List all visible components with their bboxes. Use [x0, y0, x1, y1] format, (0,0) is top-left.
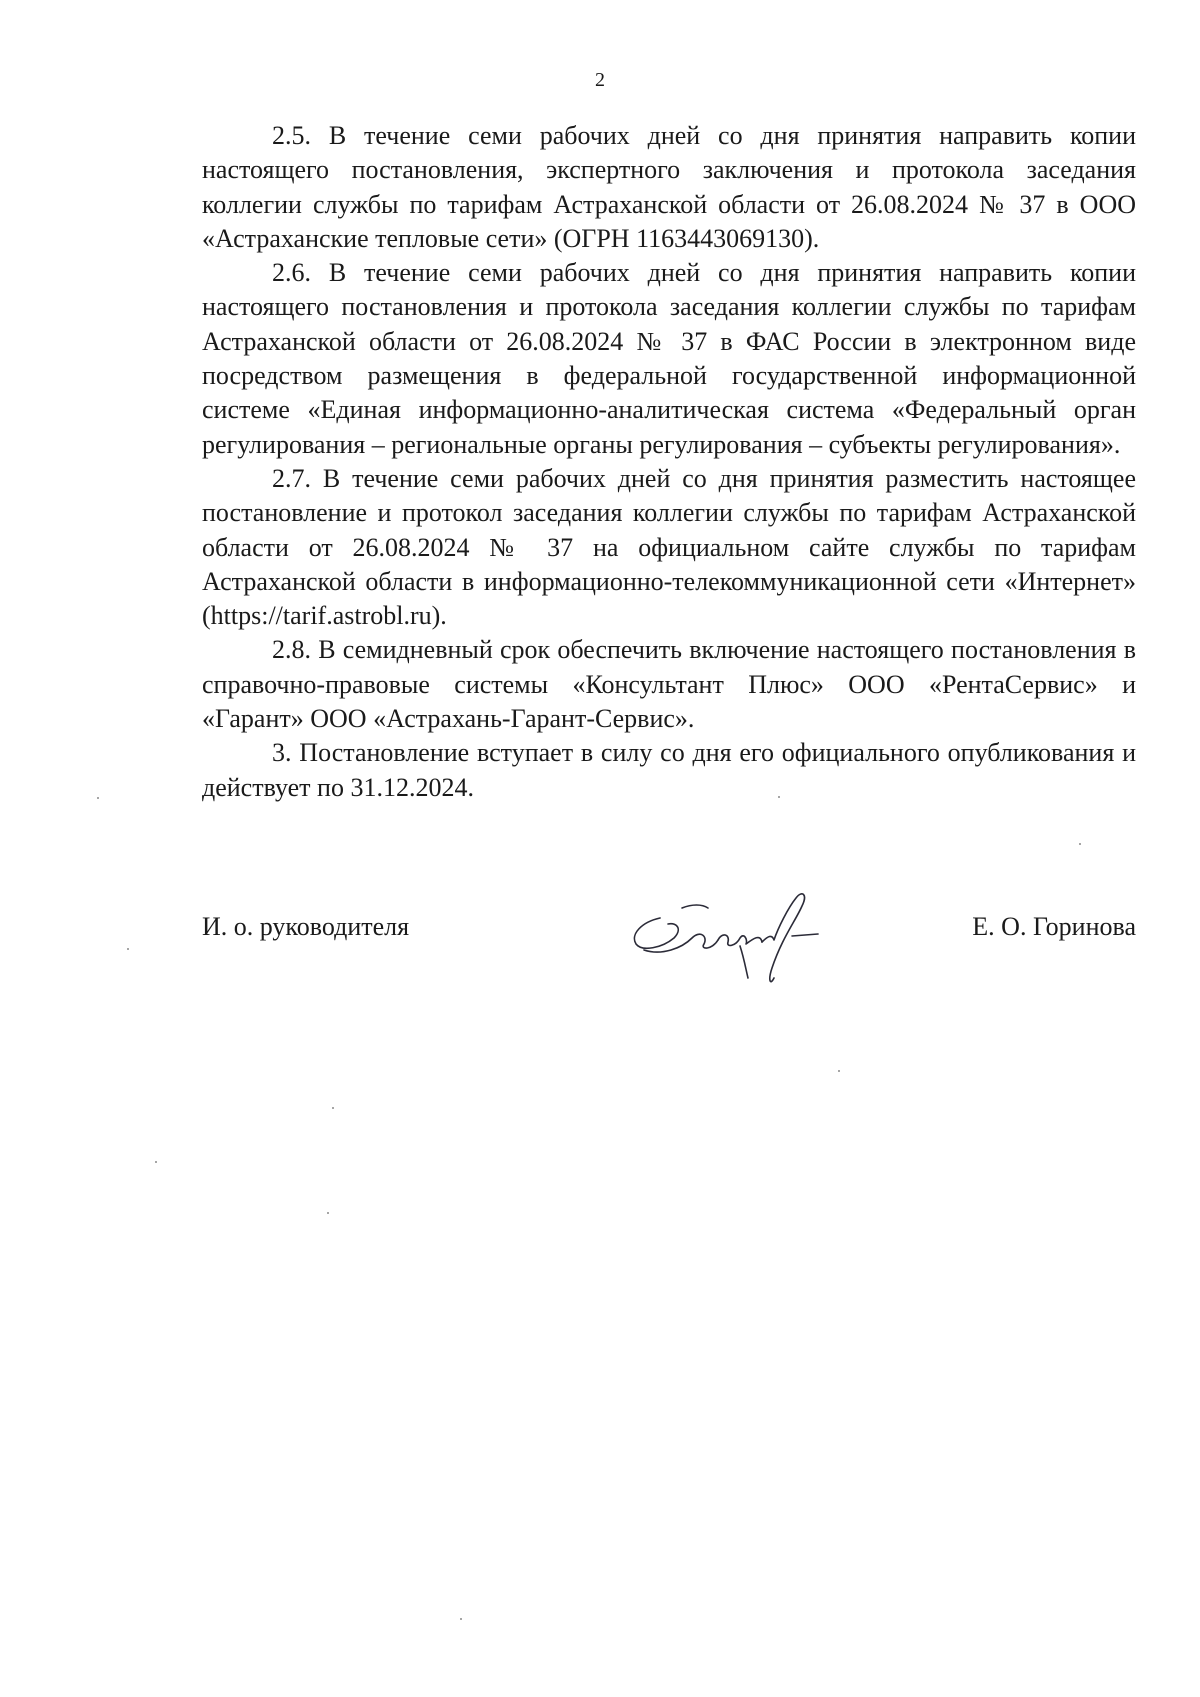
signature-block [202, 900, 1136, 1010]
scan-speck [332, 1107, 334, 1109]
scan-speck [1079, 843, 1081, 845]
scan-speck [155, 1161, 157, 1163]
scan-speck [460, 1618, 462, 1620]
paragraph-2-6: 2.6. В течение семи рабочих дней со дня принятия направить копии настоящего постановления и протокола заседания коллегии службы по тарифам Астраханской области от 26.08.2024 № 37 в ФАС России в электронном виде посредством размещения в федеральной государственной информационной системе «Единая информационно-аналитическая система «Федеральный орган регулирования – региональные органы регулирования – субъекты регулирования». [202, 258, 1136, 459]
signatory-name: Е. О. Горинова [972, 912, 1136, 941]
paragraph-3: 3. Постановление вступает в силу со дня его официального опубликования и действует по 31.12.2024. [202, 738, 1136, 802]
scan-speck [327, 1212, 329, 1214]
paragraph-2-8: 2.8. В семидневный срок обеспечить включение настоящего постановления в справочно-правовые системы «Консультант Плюс» ООО «РентаСервис» и «Гарант» ООО «Астрахань-Гарант-Сервис». [202, 635, 1136, 734]
scan-speck [778, 796, 780, 798]
document-body [202, 119, 1136, 805]
scan-speck [127, 948, 129, 950]
scan-speck [838, 1070, 840, 1072]
paragraph-2-5: 2.5. В течение семи рабочих дней со дня принятия направить копии настоящего постановления, экспертного заключения и протокола заседания коллегии службы по тарифам Астраханской области от 26.08.2024 № 37 в ООО «Астраханские тепловые сети» (ОГРН 1163443069130). [202, 121, 1136, 253]
handwritten-signature [622, 878, 852, 998]
scan-speck [97, 797, 99, 799]
signatory-position: И. о. руководителя [202, 912, 410, 941]
paragraph-2-7: 2.7. В течение семи рабочих дней со дня принятия разместить настоящее постановление и протокол заседания коллегии службы по тарифам Астраханской области от 26.08.2024 № 37 на официальном сайте службы по тарифам Астраханской области в информационно-телекоммуникационной сети «Интернет» (https://tarif.astrobl.ru). [202, 463, 1136, 631]
page-number: 2 [595, 69, 605, 91]
